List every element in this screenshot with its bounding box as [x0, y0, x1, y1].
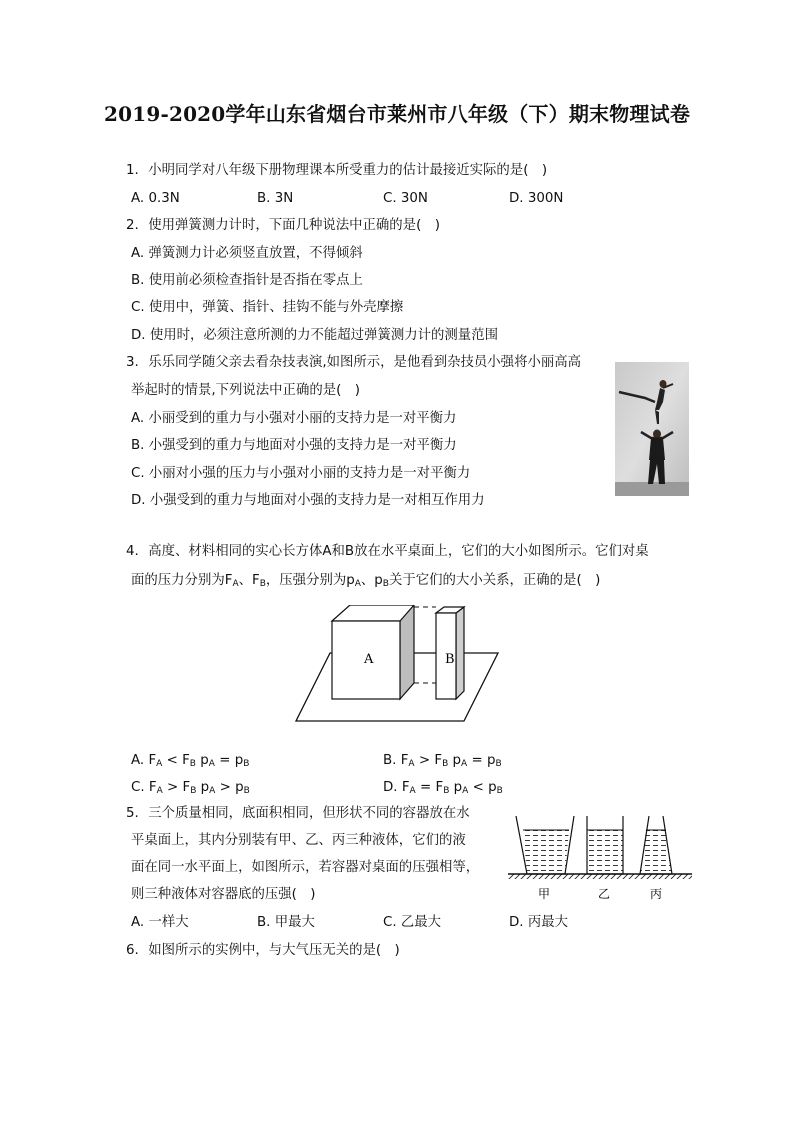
- q3-option-c: C. 小丽对小强的压力与小强对小丽的支持力是一对平衡力: [131, 466, 471, 481]
- question-5-stem-line2: 平桌面上，其内分别装有甲、乙、丙三种液体，它们的液: [131, 833, 466, 848]
- q4-option-d: D. $F_A = F_B$ $p_A < p_B$: [383, 780, 503, 796]
- question-6: [126, 942, 400, 960]
- q4-option-a: A. $F_A < F_B$ $p_A = p_B$: [131, 753, 250, 769]
- question-number: 4.: [126, 544, 139, 559]
- question-1: [126, 162, 547, 180]
- question-4: [126, 543, 649, 561]
- block-a-label: A: [364, 652, 374, 667]
- q2-option-b: B. 使用前必须检查指针是否指在零点上: [131, 273, 363, 288]
- question-stem: 三个质量相同，底面积相同，但形状不同的容器放在水: [148, 806, 470, 821]
- container-label-jia: 甲: [538, 887, 551, 901]
- q2-option-d: D. 使用时，必须注意所测的力不能超过弹簧测力计的测量范围: [131, 328, 498, 343]
- containers-figure: [508, 808, 694, 904]
- q5-option-d: D. 丙最大: [509, 915, 568, 930]
- container-label-yi: 乙: [598, 887, 611, 901]
- question-5: [126, 805, 470, 823]
- question-stem: 使用弹簧测力计时，下面几种说法中正确的是( ): [148, 218, 440, 233]
- block-b-label: B: [445, 652, 455, 667]
- q2-option-a: A. 弹簧测力计必须竖直放置，不得倾斜: [131, 246, 363, 261]
- q3-option-d: D. 小强受到的重力与地面对小强的支持力是一对相互作用力: [131, 493, 485, 508]
- container-label-bing: 丙: [650, 887, 663, 901]
- page-title: 2019-2020学年山东省烟台市莱州市八年级（下）期末物理试卷: [103, 102, 691, 126]
- question-stem: 如图所示的实例中，与大气压无关的是( ): [148, 943, 400, 958]
- question-number: 2.: [126, 218, 139, 233]
- q5-option-b: B. 甲最大: [257, 915, 315, 930]
- question-3-stem-line2: 举起时的情景,下列说法中正确的是( ): [131, 383, 360, 398]
- question-3: [126, 354, 581, 372]
- question-5-stem-line4: 则三种液体对容器底的压强( ): [131, 887, 316, 902]
- q5-option-a: A. 一样大: [131, 915, 189, 930]
- question-number: 6.: [126, 943, 139, 958]
- question-4-stem-line2: 面的压力分别为$F_A$、$F_B$，压强分别为$p_A$、$p_B$关于它们的大小关系，正确的是( ): [131, 573, 601, 589]
- q4-option-b: B. $F_A > F_B$ $p_A = p_B$: [383, 753, 502, 769]
- blocks-on-table-figure: [292, 605, 502, 725]
- question-stem: 乐乐同学随父亲去看杂技表演,如图所示，是他看到杂技员小强将小丽高高: [148, 355, 582, 370]
- acrobat-photo: [615, 362, 689, 496]
- q1-option-b: B. 3N: [257, 191, 294, 206]
- question-number: 3.: [126, 355, 139, 370]
- q3-option-a: A. 小丽受到的重力与小强对小丽的支持力是一对平衡力: [131, 411, 457, 426]
- question-stem: 高度、材料相同的实心长方体A和B放在水平桌面上，它们的大小如图所示。它们对桌: [148, 544, 649, 559]
- q1-option-d: D. 300N: [509, 191, 564, 206]
- question-number: 1.: [126, 163, 139, 178]
- question-number: 5.: [126, 806, 139, 821]
- question-2: [126, 217, 440, 235]
- q2-option-c: C. 使用中，弹簧、指针、挂钩不能与外壳摩擦: [131, 300, 404, 315]
- q1-option-c: C. 30N: [383, 191, 428, 206]
- question-stem: 小明同学对八年级下册物理课本所受重力的估计最接近实际的是( ): [148, 163, 548, 178]
- question-5-stem-line3: 面在同一水平面上，如图所示，若容器对桌面的压强相等，: [131, 860, 480, 875]
- q3-option-b: B. 小强受到的重力与地面对小强的支持力是一对平衡力: [131, 438, 457, 453]
- q5-option-c: C. 乙最大: [383, 915, 442, 930]
- q4-option-c: C. $F_A > F_B$ $p_A > p_B$: [131, 780, 250, 796]
- q1-option-a: A. 0.3N: [131, 191, 180, 206]
